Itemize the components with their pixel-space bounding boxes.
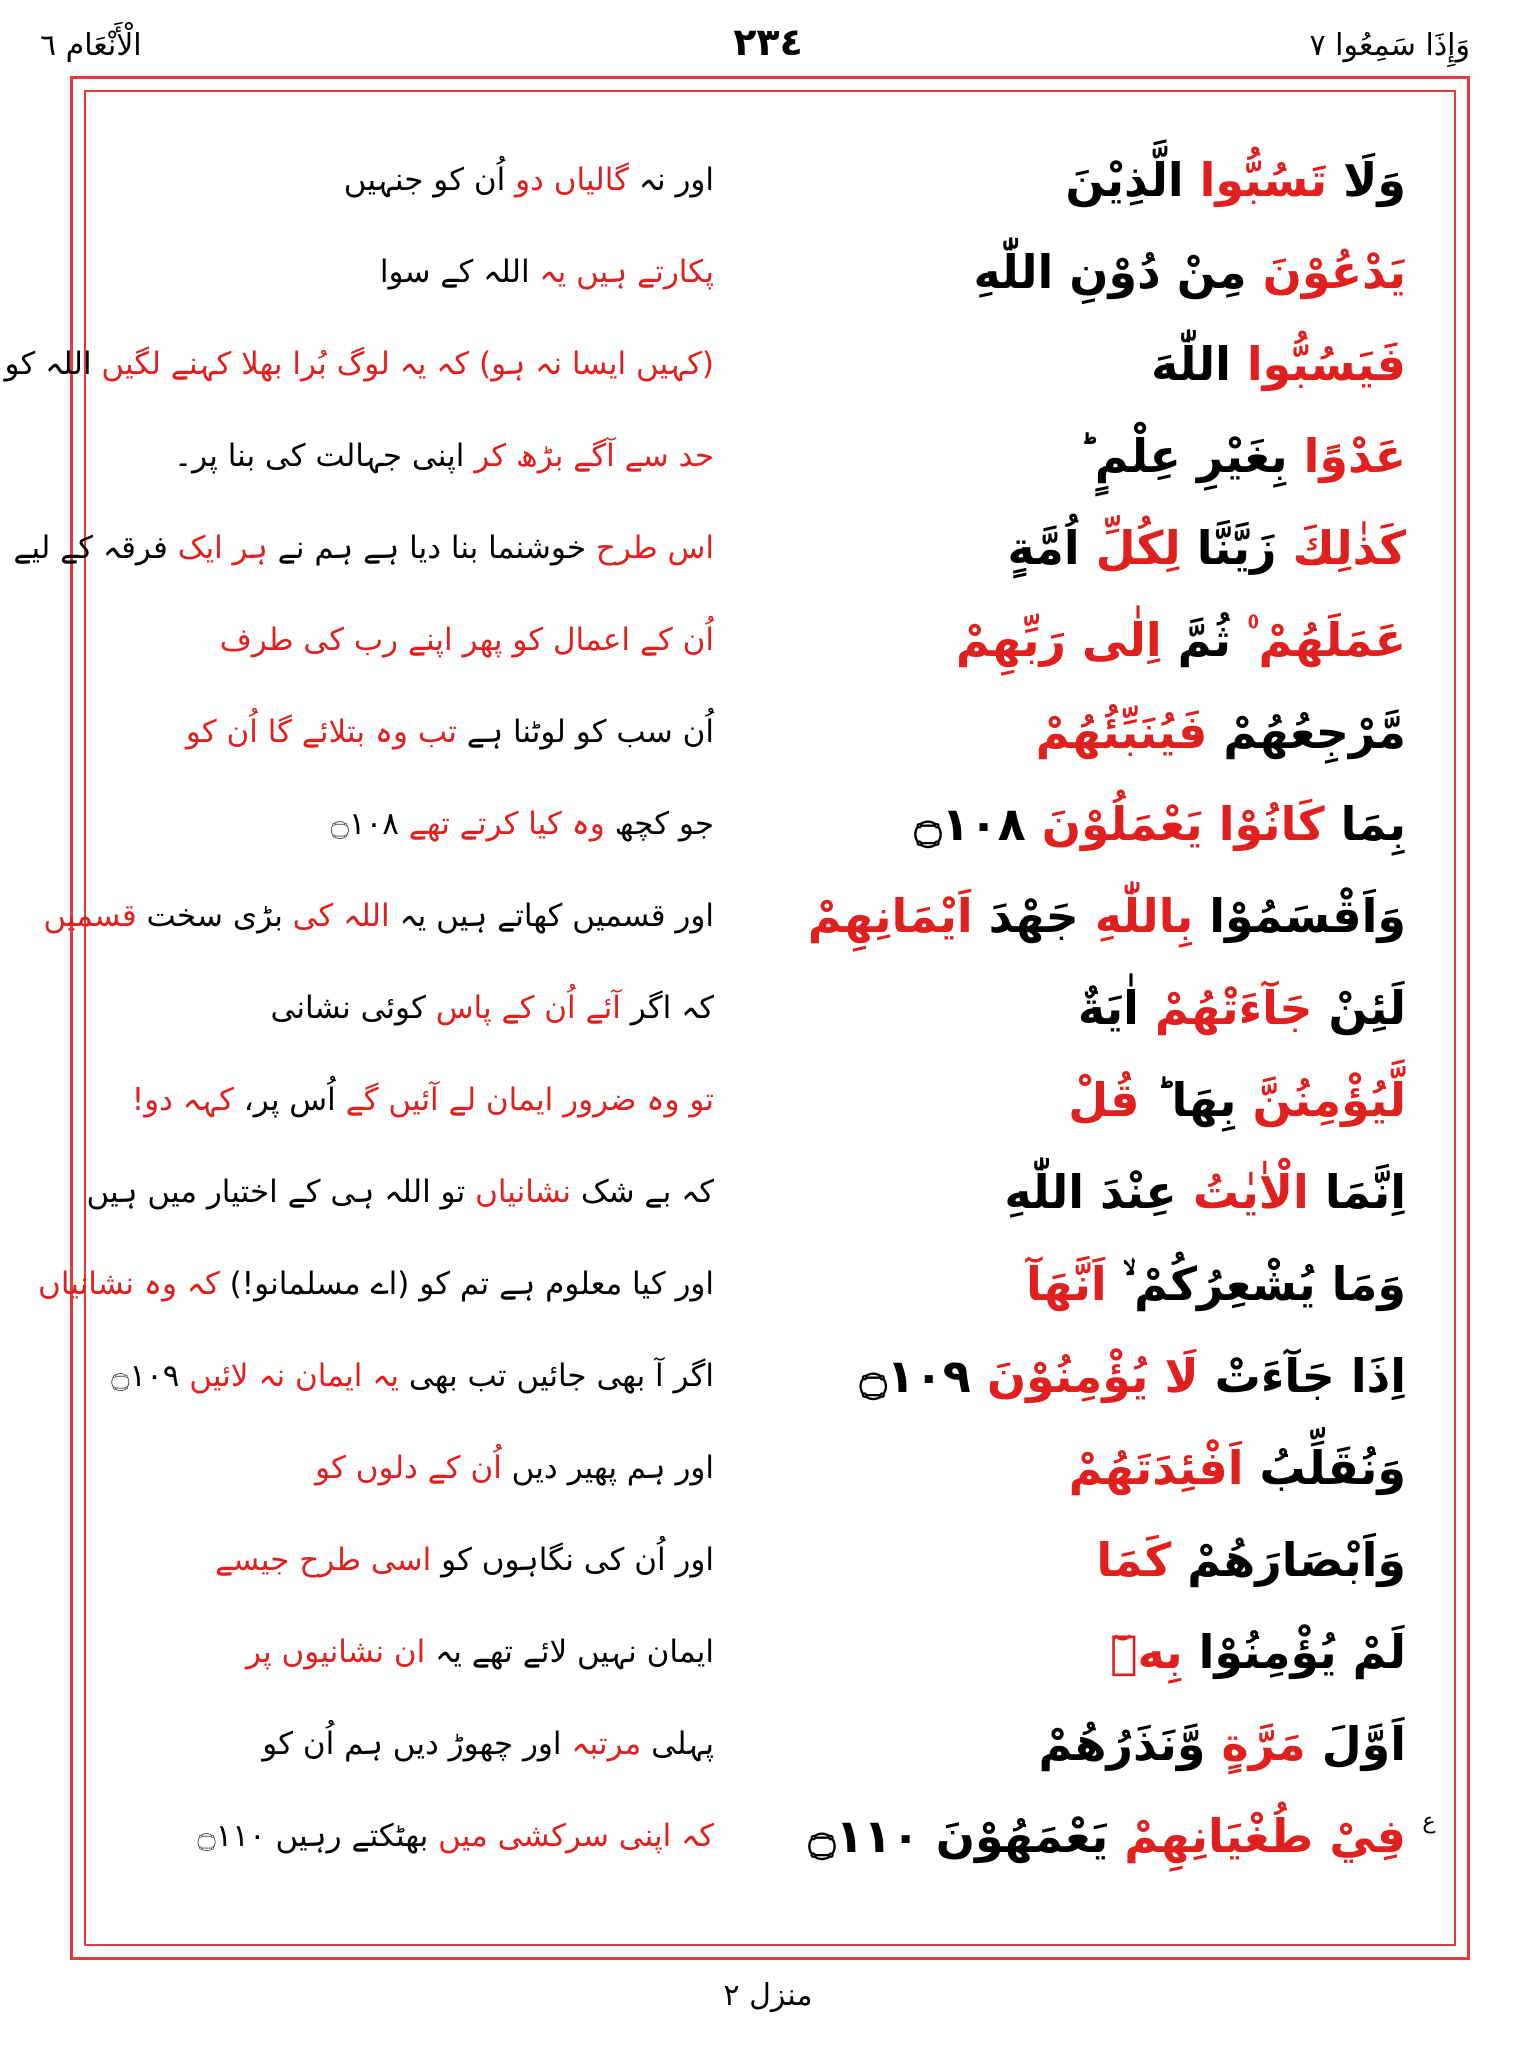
- urdu-segment: اللہ کے سوا: [379, 254, 530, 290]
- urdu-segment: وہ کیا کرتے تھے: [398, 806, 605, 842]
- arabic-segment: مِنْ دُوْنِ اللّٰهِ: [973, 245, 1247, 299]
- arabic-segment: كَذٰلِكَ: [1276, 521, 1406, 575]
- verse-line: [0, 600, 1536, 692]
- urdu-translation: [104, 1344, 714, 1408]
- verse-line: [0, 692, 1536, 784]
- urdu-segment: کہہ دو!: [131, 1082, 234, 1118]
- arabic-segment: اٰيَةٌ: [1077, 981, 1139, 1035]
- arabic-segment: اِنَّمَا: [1308, 1165, 1406, 1219]
- urdu-translation: [4, 332, 714, 396]
- urdu-segment: اور قسمیں کھاتے ہیں یہ: [389, 898, 714, 934]
- arabic-segment: فِيْ طُغْيَانِهِمْ: [1108, 1809, 1406, 1863]
- verse-line: [0, 1152, 1536, 1244]
- urdu-segment: اُن کے دلوں کو: [315, 1450, 502, 1486]
- arabic-segment: اُمَّةٍ: [1007, 521, 1080, 575]
- arabic-segment: بِغَيْرِ عِلْمٍ ؕ: [1078, 429, 1288, 483]
- arabic-text: [846, 1612, 1406, 1692]
- arabic-segment: وَلَا: [1327, 153, 1406, 207]
- urdu-segment: اپنی جہالت کی بنا پر۔: [173, 438, 465, 474]
- page-number: ٢٣٤: [733, 20, 803, 64]
- urdu-translation: [13, 516, 714, 580]
- verse-line: [0, 968, 1536, 1060]
- urdu-segment: اور ہم پھیر دیں: [501, 1450, 714, 1486]
- verse-line: [0, 876, 1536, 968]
- urdu-segment: کوئی نشانی: [270, 990, 426, 1026]
- arabic-segment: بِمَا: [1324, 797, 1406, 851]
- arabic-text: [846, 1336, 1406, 1416]
- arabic-segment: عَدْوًا: [1287, 429, 1406, 483]
- urdu-segment: اس طرح: [586, 530, 714, 566]
- verse-line: [0, 1336, 1536, 1428]
- urdu-segment: بڑی سخت: [136, 898, 283, 934]
- arabic-segment: اِذَا جَآءَتْ: [1198, 1349, 1406, 1403]
- urdu-translation: [104, 1620, 714, 1684]
- urdu-segment: یہ ایمان نہ لائیں: [179, 1358, 400, 1394]
- verse-line: [0, 784, 1536, 876]
- urdu-segment: کہ اپنی سرکشی میں: [428, 1818, 714, 1854]
- urdu-segment: آئے اُن کے پاس: [425, 990, 621, 1026]
- urdu-segment: خوشنما بنا دیا ہے ہم نے: [267, 530, 587, 566]
- urdu-segment: نشانیاں: [465, 1174, 571, 1210]
- arabic-segment: وَمَا يُشْعِرُكُمْ ۙ: [1106, 1257, 1406, 1311]
- verse-line: [0, 1060, 1536, 1152]
- urdu-segment: گالیاں دو: [505, 162, 629, 198]
- arabic-segment: بِاللّٰهِ: [1078, 889, 1194, 943]
- urdu-segment: قسمیں: [43, 898, 137, 934]
- arabic-segment: اَوَّلَ: [1305, 1717, 1406, 1771]
- urdu-segment: جو کچھ: [604, 806, 714, 842]
- arabic-text: [846, 784, 1406, 864]
- urdu-segment: اور نہ: [628, 162, 714, 198]
- arabic-segment: الَّذِيْنَ: [1065, 153, 1184, 207]
- urdu-translation: [104, 1436, 714, 1500]
- arabic-segment: اَيْمَانِهِمْ: [807, 889, 973, 943]
- arabic-segment: اِلٰى رَبِّهِمْ: [955, 613, 1162, 667]
- arabic-segment: وَاَقْسَمُوْا: [1193, 889, 1406, 943]
- arabic-text: [846, 140, 1406, 220]
- urdu-translation: [86, 1160, 714, 1224]
- arabic-segment: وَّنَذَرُهُمْ: [1038, 1717, 1206, 1771]
- arabic-segment: زَيَّنَّا: [1180, 521, 1277, 575]
- arabic-text: [846, 1520, 1406, 1600]
- arabic-segment: ۝١٠٩: [859, 1349, 971, 1403]
- verse-line: [0, 1428, 1536, 1520]
- urdu-translation: [104, 424, 714, 488]
- urdu-translation: [38, 1252, 714, 1316]
- arabic-segment: عِنْدَ اللّٰهِ: [1004, 1165, 1177, 1219]
- arabic-segment: بِهٖٓ: [1109, 1625, 1183, 1679]
- arabic-segment: جَآءَتْهُمْ: [1138, 981, 1313, 1035]
- arabic-segment: فَيُنَبِّئُهُمْ: [1035, 705, 1208, 759]
- urdu-translation: [104, 976, 714, 1040]
- urdu-segment: کہ وہ نشانیاں: [38, 1266, 220, 1302]
- arabic-segment: لِكُلِّ: [1079, 521, 1181, 575]
- urdu-segment: پہلی: [641, 1726, 714, 1762]
- ruku-marker: ع: [1422, 1809, 1436, 1834]
- arabic-text: [846, 416, 1406, 496]
- urdu-segment: تو اللہ ہی کے اختیار میں ہیں: [86, 1174, 466, 1210]
- urdu-segment: ۝١١٠: [197, 1818, 266, 1854]
- arabic-segment: كَمَا: [1096, 1533, 1172, 1587]
- urdu-translation: [104, 1712, 714, 1776]
- arabic-text: [846, 600, 1406, 680]
- urdu-translation: [43, 884, 714, 948]
- urdu-segment: پکارتے ہیں یہ: [529, 254, 714, 290]
- urdu-translation: [104, 1068, 714, 1132]
- urdu-segment: اُن کے اعمال کو پھر اپنے رب کی طرف: [219, 622, 714, 658]
- urdu-segment: فرقہ کے لیے: [13, 530, 168, 566]
- urdu-segment: حد سے آگے بڑھ کر: [464, 438, 714, 474]
- urdu-segment: کہ بے شک: [571, 1174, 714, 1210]
- arabic-segment: يَدْعُوْنَ: [1246, 245, 1406, 299]
- urdu-segment: اللہ کی: [282, 898, 390, 934]
- arabic-segment: ۝١٠٨: [914, 797, 1026, 851]
- verse-line: [0, 1612, 1536, 1704]
- arabic-segment: اَفْئِدَتَهُمْ: [1068, 1441, 1244, 1495]
- arabic-segment: لَئِنْ: [1312, 981, 1406, 1035]
- arabic-text: [846, 692, 1406, 772]
- urdu-segment: اور چھوڑ دیں ہم اُن کو: [262, 1726, 562, 1762]
- header-surah-name-left: الْأَنْعَام ٦: [40, 28, 142, 63]
- arabic-text: [846, 1704, 1406, 1784]
- urdu-segment: اُن کو جنہیں: [343, 162, 506, 198]
- arabic-text: [846, 1428, 1406, 1508]
- verse-line: [0, 140, 1536, 232]
- arabic-segment: قُلْ: [1068, 1073, 1140, 1127]
- urdu-segment: (کہیں ایسا نہ ہو) کہ یہ لوگ بُرا بھلا کہنے لگیں: [91, 346, 714, 382]
- header-surah-juz-right: وَإِذَا سَمِعُوا ٧: [1309, 28, 1470, 63]
- urdu-segment: اللہ کو: [4, 346, 92, 382]
- arabic-text: [846, 232, 1406, 312]
- urdu-segment: اُس پر،: [233, 1082, 336, 1118]
- urdu-segment: اگر آ بھی جائیں تب بھی: [399, 1358, 714, 1394]
- verse-line: [0, 1704, 1536, 1796]
- verse-line: [0, 324, 1536, 416]
- arabic-text: [807, 876, 1406, 956]
- verse-line: [0, 416, 1536, 508]
- manzil-footer: منزل ٢: [723, 1978, 813, 2013]
- arabic-segment: بِهَا ؕ: [1139, 1073, 1237, 1127]
- arabic-text: [846, 1152, 1406, 1232]
- arabic-segment: فَيَسُبُّوا: [1230, 337, 1406, 391]
- arabic-segment: لَا يُؤْمِنُوْنَ: [970, 1349, 1199, 1403]
- urdu-segment: مرتبہ: [561, 1726, 642, 1762]
- arabic-segment: تَسُبُّوا: [1183, 153, 1328, 207]
- arabic-segment: عَمَلَهُمْ ۠: [1231, 613, 1406, 667]
- urdu-segment: تب وہ بتلائے گا اُن کو: [185, 714, 457, 750]
- arabic-segment: لَّيُؤْمِنُنَّ: [1236, 1073, 1406, 1127]
- urdu-segment: ایمان نہیں لائے تھے یہ: [425, 1634, 714, 1670]
- arabic-segment: ثُمَّ: [1161, 613, 1231, 667]
- urdu-segment: ۝١٠٨: [330, 806, 399, 842]
- arabic-segment: لَمْ يُؤْمِنُوْا: [1182, 1625, 1406, 1679]
- arabic-text: [808, 1796, 1406, 1876]
- urdu-segment: اسی طرح جیسے: [215, 1542, 432, 1578]
- arabic-segment: مَّرْجِعُهُمْ: [1207, 705, 1406, 759]
- urdu-translation: [104, 1528, 714, 1592]
- verse-line: [0, 1796, 1536, 1888]
- arabic-segment: جَهْدَ: [972, 889, 1079, 943]
- urdu-segment: اُن سب کو لوٹنا ہے: [456, 714, 714, 750]
- urdu-translation: [104, 240, 714, 304]
- arabic-segment: مَرَّةٍ: [1205, 1717, 1306, 1771]
- arabic-segment: كَانُوْا يَعْمَلُوْنَ: [1025, 797, 1325, 851]
- arabic-text: [846, 1244, 1406, 1324]
- urdu-segment: کہ اگر: [620, 990, 714, 1026]
- verse-line: [0, 232, 1536, 324]
- arabic-text: [846, 508, 1406, 588]
- urdu-segment: اور اُن کی نگاہوں کو: [431, 1542, 714, 1578]
- urdu-translation: [104, 1804, 714, 1868]
- urdu-segment: بھٹکتے رہیں: [265, 1818, 429, 1854]
- arabic-text: [846, 1060, 1406, 1140]
- urdu-translation: [104, 608, 714, 672]
- arabic-segment: اَنَّهَآ: [1025, 1257, 1107, 1311]
- arabic-segment: وَنُقَلِّبُ: [1243, 1441, 1406, 1495]
- urdu-segment: ۝١٠٩: [111, 1358, 180, 1394]
- urdu-segment: اور کیا معلوم ہے تم کو (اے مسلمانو!): [219, 1266, 714, 1302]
- urdu-translation: [104, 792, 714, 856]
- verse-line: [0, 1244, 1536, 1336]
- arabic-segment: يَعْمَهُوْنَ ۝١١٠: [808, 1809, 1109, 1863]
- verse-line: [0, 1520, 1536, 1612]
- arabic-segment: وَاَبْصَارَهُمْ: [1171, 1533, 1406, 1587]
- arabic-text: [846, 968, 1406, 1048]
- urdu-translation: [104, 148, 714, 212]
- arabic-text: [846, 324, 1406, 404]
- urdu-segment: ان نشانیوں پر: [245, 1634, 426, 1670]
- arabic-segment: الْاٰيٰتُ: [1176, 1165, 1309, 1219]
- urdu-translation: [104, 700, 714, 764]
- verse-line: [0, 508, 1536, 600]
- arabic-segment: اللّٰهَ: [1151, 337, 1231, 391]
- urdu-segment: ہر ایک: [167, 530, 268, 566]
- urdu-segment: تو وہ ضرور ایمان لے آئیں گے: [335, 1082, 714, 1118]
